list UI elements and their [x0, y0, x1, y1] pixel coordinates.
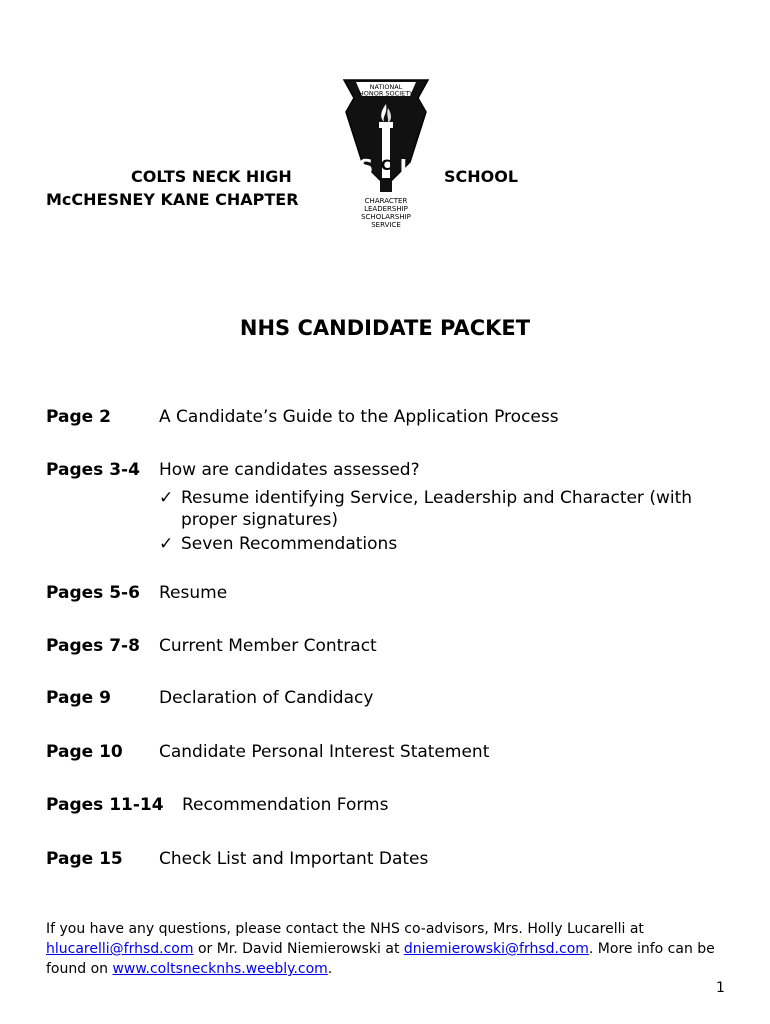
logo-text-character: CHARACTER: [364, 197, 408, 205]
checklist-item-text: Seven Recommendations: [181, 534, 398, 554]
page-title: NHS CANDIDATE PACKET: [239, 316, 531, 340]
contact-text: .: [327, 961, 333, 977]
toc-description: Declaration of Candidacy: [159, 688, 374, 708]
logo-letter-s: S: [358, 155, 374, 179]
toc-description: Current Member Contract: [159, 636, 377, 656]
logo-text-national: NATIONAL: [369, 83, 403, 91]
contact-text: . More info can be found on: [46, 941, 715, 977]
email-link-niemierowski[interactable]: dniemierowski@frhsd.com: [403, 941, 589, 957]
logo-letter-c: C: [380, 158, 392, 174]
website-link[interactable]: www.coltsnecknhs.weebly.com: [112, 961, 328, 977]
checklist-item-text: Resume identifying Service, Leadership and Character (with proper signatures): [181, 488, 693, 530]
logo-text-honor-society: HONOR SOCIETY: [358, 89, 414, 98]
logo-text-scholarship: SCHOLARSHIP: [361, 213, 411, 221]
toc-description: How are candidates assessed?: [159, 460, 420, 480]
logo-letter-l: L: [399, 155, 413, 179]
contact-paragraph: [46, 919, 736, 979]
check-icon: ✓: [159, 534, 174, 554]
checklist-item: [159, 487, 739, 531]
toc-page-label: Page 2: [46, 407, 111, 427]
toc-description: Check List and Important Dates: [159, 849, 429, 869]
toc-description: Candidate Personal Interest Statement: [159, 742, 490, 762]
contact-text: or Mr. David Niemierowski at: [193, 941, 404, 957]
chapter-name: McCHESNEY KANE CHAPTER: [46, 190, 299, 209]
toc-page-label: Page 10: [46, 742, 123, 762]
logo-text-service: SERVICE: [371, 221, 401, 229]
toc-page-label: Pages 11-14: [46, 795, 164, 815]
page-number: 1: [716, 980, 725, 996]
toc-description: Recommendation Forms: [182, 795, 389, 815]
check-icon: ✓: [159, 488, 174, 508]
nhs-logo: [338, 76, 434, 234]
school-name-right: SCHOOL: [444, 167, 519, 186]
toc-description: A Candidate’s Guide to the Application Process: [159, 407, 559, 427]
school-name-left: COLTS NECK HIGH: [131, 167, 292, 186]
toc-page-label: Pages 5-6: [46, 583, 140, 603]
toc-page-label: Pages 7-8: [46, 636, 140, 656]
toc-description: Resume: [159, 583, 228, 603]
email-link-lucarelli[interactable]: hlucarelli@frhsd.com: [46, 941, 194, 957]
contact-text: If you have any questions, please contact the NHS co-advisors, Mrs. Holly Lucarelli at: [46, 921, 644, 937]
toc-page-label: Page 9: [46, 688, 111, 708]
toc-page-label: Page 15: [46, 849, 123, 869]
logo-text-leadership: LEADERSHIP: [364, 205, 408, 213]
checklist-item: [159, 533, 739, 555]
toc-page-label: Pages 3-4: [46, 460, 140, 480]
